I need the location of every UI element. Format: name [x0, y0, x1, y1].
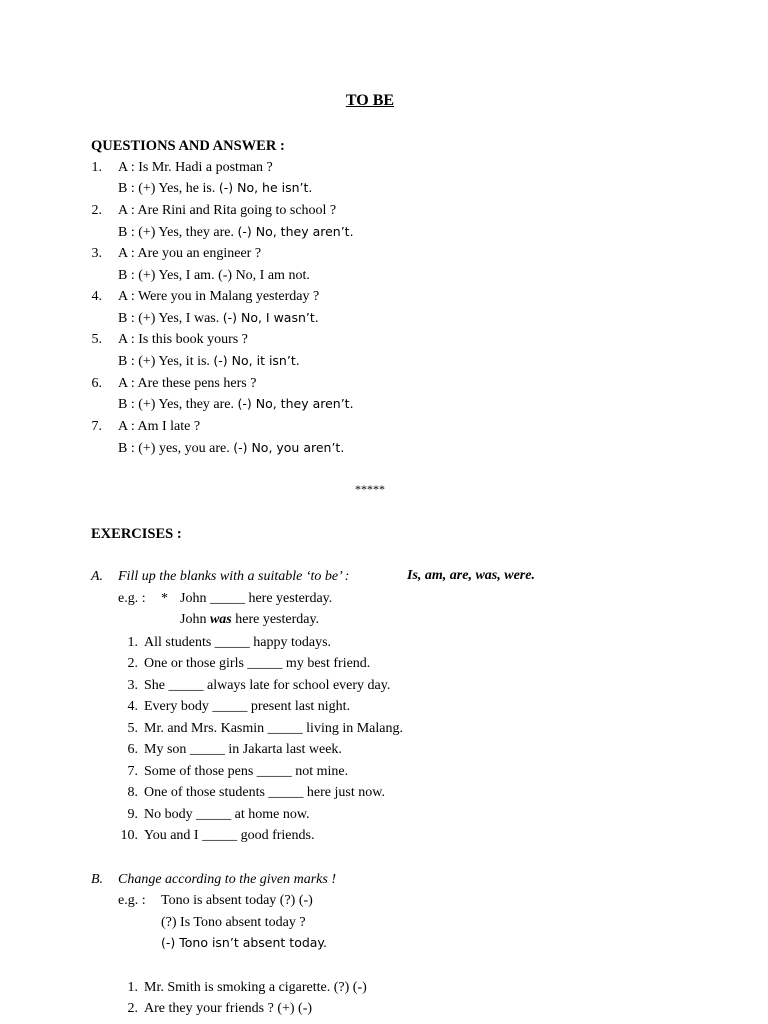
exercise-item: One of those students _____ here just now. [144, 785, 385, 800]
exercise-item: Mr. and Mrs. Kasmin _____ living in Malang. [144, 721, 403, 736]
qa-question: A : Is Mr. Hadi a postman ? [118, 160, 273, 175]
exercise-item: Mr. Smith is smoking a cigarette. (?) (-) [144, 980, 367, 995]
exercise-number: 6. [127, 742, 138, 757]
exercise-item: She _____ always late for school every day. [144, 678, 391, 693]
qa-question: A : Are these pens hers ? [118, 376, 257, 391]
exercise-number: 8. [127, 785, 138, 800]
exercise-number: 10. [120, 828, 138, 843]
exercise-b-instruction: Change according to the given marks ! [118, 872, 336, 887]
qa-number: 4. [91, 289, 102, 304]
qa-answer [118, 226, 354, 240]
exercise-item: My son _____ in Jakarta last week. [144, 742, 342, 757]
exercise-number: 2. [127, 656, 138, 671]
exercise-a-eg-label: e.g. : [118, 591, 146, 606]
qa-question: A : Am I late ? [118, 419, 201, 434]
exercise-a-eg-line2 [180, 613, 319, 627]
eg-answer: was [209, 612, 232, 627]
exercise-number: 5. [127, 721, 138, 736]
exercise-item: Every body _____ present last night. [144, 699, 351, 714]
exercise-item: All students _____ happy todays. [144, 635, 332, 650]
qa-answer-positive: B : (+) Yes, he is. [118, 181, 216, 196]
qa-question: A : Are Rini and Rita going to school ? [118, 203, 337, 218]
exercise-number: 7. [127, 764, 138, 779]
qa-answer-negative: (-) No, it isn’t. [213, 353, 300, 368]
exercise-a-letter: A. [91, 569, 104, 584]
qa-answer-negative: (-) No, he isn’t. [218, 180, 313, 195]
exercise-a-instruction: Fill up the blanks with a suitable ‘to be’ : [118, 569, 350, 584]
qa-question: A : Is this book yours ? [118, 332, 248, 347]
exercise-a-options: Is, am, are, was, were. [407, 568, 535, 583]
exercise-a-eg-star: * [161, 591, 168, 606]
page-title: TO BE [345, 92, 395, 109]
eg-text: here yesterday. [235, 612, 320, 627]
qa-number: 7. [91, 419, 102, 434]
exercise-number: 1. [127, 635, 138, 650]
qa-number: 3. [91, 246, 102, 261]
qa-answer-positive: B : (+) Yes, I was. [118, 311, 220, 326]
qa-number: 2. [91, 203, 102, 218]
exercise-a-eg-line1: John _____ here yesterday. [180, 591, 333, 606]
exercise-item: Are they your friends ? (+) (-) [144, 1001, 313, 1016]
qa-answer [118, 269, 310, 283]
exercise-number: 9. [127, 807, 138, 822]
exercise-b-eg-line3 [161, 937, 327, 951]
exercise-item: You and I _____ good friends. [144, 828, 315, 843]
exercise-b-eg-label: e.g. : [118, 893, 146, 908]
qa-answer-positive: B : (+) Yes, they are. [118, 397, 234, 412]
exercise-item: Some of those pens _____ not mine. [144, 764, 349, 779]
qa-answer-negative: (-) No, they aren’t. [237, 224, 354, 239]
qa-answer-positive: B : (+) Yes, it is. [118, 354, 210, 369]
qa-answer [118, 312, 319, 326]
qa-number: 1. [91, 160, 102, 175]
qa-answer-negative: (-) No, I wasn’t. [222, 310, 319, 325]
exercise-b-letter: B. [91, 872, 104, 887]
qa-number: 5. [91, 332, 102, 347]
qa-question: A : Were you in Malang yesterday ? [118, 289, 320, 304]
qa-answer-negative: (-) No, you aren’t. [233, 440, 345, 455]
exercise-item: No body _____ at home now. [144, 807, 310, 822]
exercises-heading: EXERCISES : [91, 526, 182, 542]
exercise-item: One or those girls _____ my best friend. [144, 656, 371, 671]
exercise-b-eg-line2: (?) Is Tono absent today ? [161, 915, 306, 930]
qa-answer-positive: B : (+) yes, you are. [118, 441, 230, 456]
qa-answer [118, 442, 344, 456]
eg-text: (-) Tono isn’t absent today. [161, 935, 328, 950]
exercise-number: 3. [127, 678, 138, 693]
qa-question: A : Are you an engineer ? [118, 246, 262, 261]
qa-answer-negative: (-) No, I am not. [218, 268, 310, 283]
qa-answer-positive: B : (+) Yes, they are. [118, 225, 234, 240]
eg-text: John [180, 612, 207, 627]
qa-number: 6. [91, 376, 102, 391]
qa-answer-negative: (-) No, they aren’t. [237, 396, 354, 411]
exercise-number: 1. [127, 980, 138, 995]
qa-answer [118, 398, 354, 412]
section-separator: ***** [355, 482, 385, 496]
qa-answer [118, 182, 312, 196]
qa-heading: QUESTIONS AND ANSWER : [91, 138, 285, 154]
exercise-number: 4. [127, 699, 138, 714]
qa-answer-positive: B : (+) Yes, I am. [118, 268, 215, 283]
exercise-number: 2. [127, 1001, 138, 1016]
exercise-b-eg-line1: Tono is absent today (?) (-) [161, 893, 313, 908]
qa-answer [118, 355, 300, 369]
